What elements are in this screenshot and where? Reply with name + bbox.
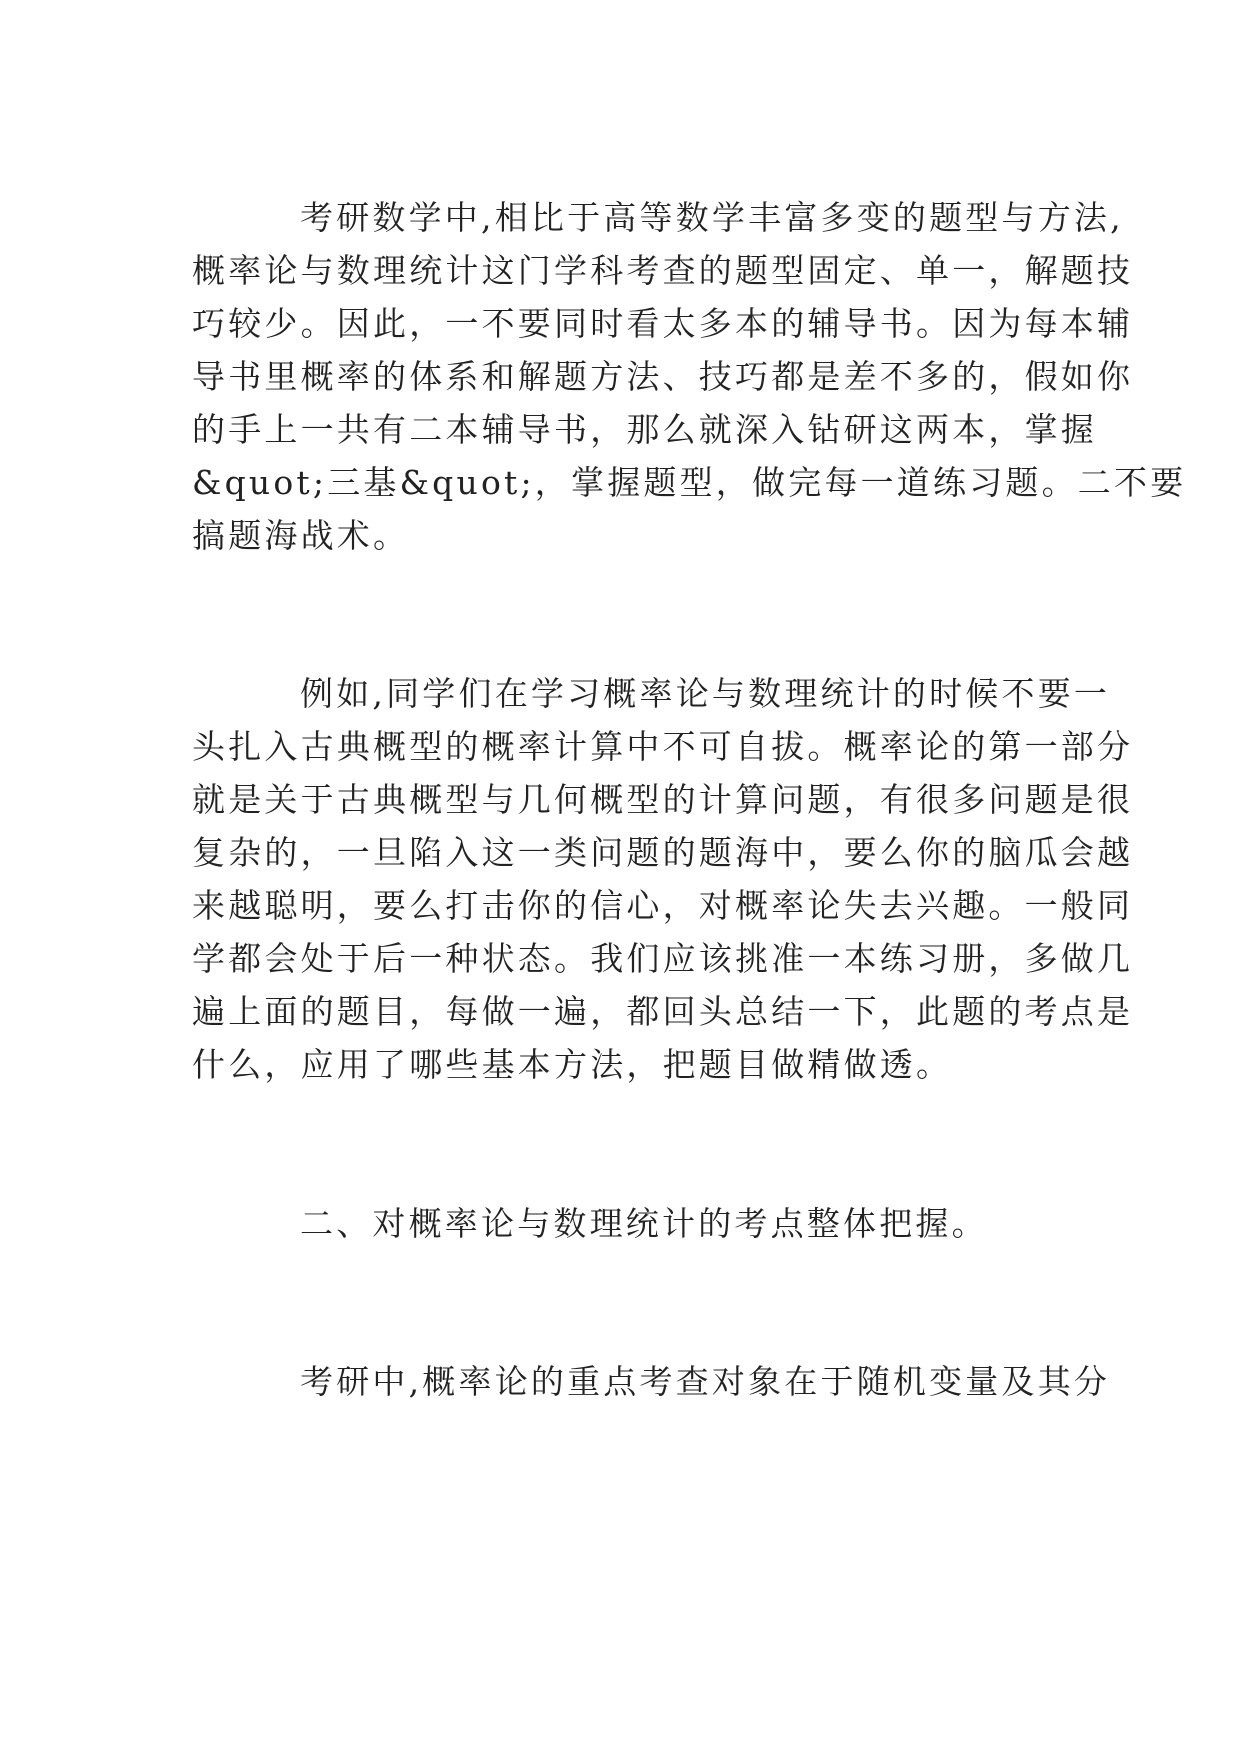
paragraph-line: 就是关于古典概型与几何概型的计算问题，有很多问题是很 (192, 780, 1134, 819)
paragraph-line: 学都会处于后一种状态。我们应该挑准一本练习册，多做几 (192, 939, 1134, 978)
paragraph-line: 来越聪明，要么打击你的信心，对概率论失去兴趣。一般同 (192, 886, 1134, 925)
paragraph-line: 复杂的，一旦陷入这一类问题的题海中，要么你的脑瓜会越 (192, 833, 1134, 872)
paragraph-line: 导书里概率的体系和解题方法、技巧都是差不多的，假如你 (192, 357, 1134, 396)
paragraph-line: 考研数学中,相比于高等数学丰富多变的题型与方法, (300, 198, 1124, 237)
paragraph-line: 的手上一共有二本辅导书，那么就深入钻研这两本，掌握 (192, 410, 1097, 449)
paragraph-line: 巧较少。因此，一不要同时看太多本的辅导书。因为每本辅 (192, 304, 1134, 343)
paragraph-line: 考研中,概率论的重点考查对象在于随机变量及其分 (300, 1362, 1111, 1401)
paragraph-line: 例如,同学们在学习概率论与数理统计的时候不要一 (300, 674, 1111, 713)
paragraph-line: 什么，应用了哪些基本方法，把题目做精做透。 (192, 1045, 953, 1084)
paragraph-line: 头扎入古典概型的概率计算中不可自拔。概率论的第一部分 (192, 727, 1134, 766)
paragraph-line: 遍上面的题目，每做一遍，都回头总结一下，此题的考点是 (192, 992, 1134, 1031)
paragraph-line: &quot;三基&quot;，掌握题型，做完每一道练习题。二不要 (192, 463, 1187, 502)
section-heading: 二、对概率论与数理统计的考点整体把握。 (300, 1204, 988, 1243)
paragraph-line: 概率论与数理统计这门学科考查的题型固定、单一，解题技 (192, 251, 1134, 290)
paragraph-line: 搞题海战术。 (192, 516, 410, 555)
